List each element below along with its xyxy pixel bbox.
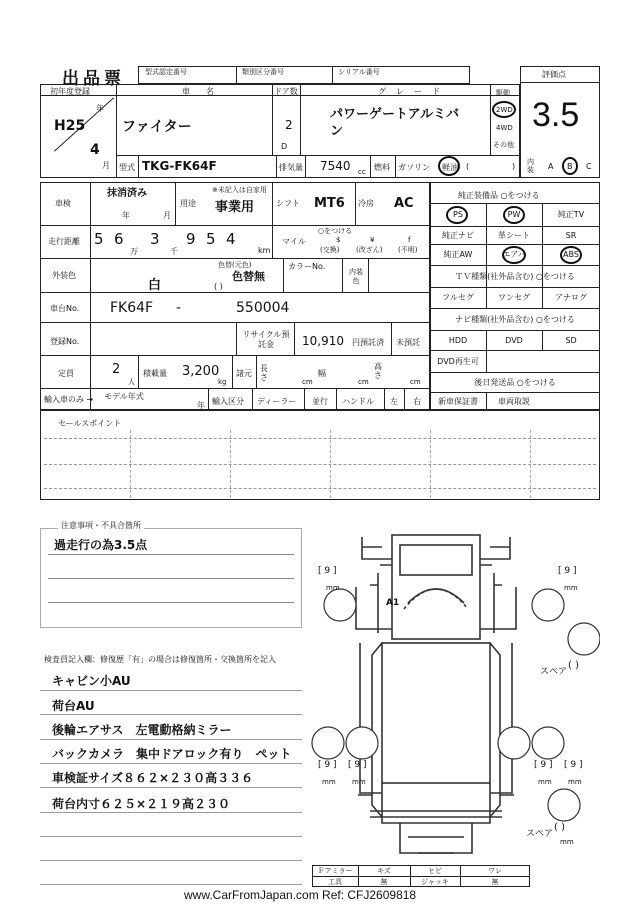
inspector-line-6: 荷台内寸６２５×２１９高２３０ <box>52 797 231 811</box>
page-title: 出品票 <box>62 69 125 89</box>
footer-watermark[interactable]: www.CarFromJapan.com Ref: CFJ2609818 <box>184 888 417 902</box>
inspector-line-4: バックカメラ 集中ドアロック有り ペット <box>52 747 292 761</box>
equip-aircon: エアバ <box>502 250 526 259</box>
tire-front-right: [ 9 ] <box>558 566 577 576</box>
chassis-number: 550004 <box>236 300 290 316</box>
first-reg-year: H25 <box>54 118 86 134</box>
mileage-digit: 4 <box>226 230 236 248</box>
equip-abs: ABS <box>563 250 579 259</box>
spare-bottom-label: スペア <box>526 829 554 839</box>
grade-value: パワーゲートアルミバン <box>330 107 460 139</box>
load-value: 3,200 <box>182 364 220 379</box>
usage-value: 事業用 <box>215 200 255 215</box>
inspector-line-2: 荷台AU <box>52 699 95 713</box>
equip-tv: 純正TV <box>557 210 585 219</box>
mileage-digit: 6 <box>114 230 124 248</box>
interior-b: B <box>567 162 573 171</box>
tire-front-left: [ 9 ] <box>318 566 337 576</box>
chassis-model: FK64F <box>110 300 154 316</box>
mileage-digit: 9 <box>186 230 196 248</box>
tire-rear-right-outer: [ 9 ] <box>564 760 583 770</box>
spare-top-label: スペア <box>540 667 568 677</box>
first-reg-label: 初年度登録 <box>50 87 90 96</box>
serial-label: シリアル番号 <box>338 68 380 76</box>
rating-label: 評価点 <box>542 70 566 79</box>
truck-diagram <box>300 525 600 865</box>
model-label: 型式 <box>119 163 135 172</box>
sales-point-box <box>40 410 600 500</box>
ac-value: AC <box>394 196 414 211</box>
mileage-digit: 5 <box>206 230 216 248</box>
model-value: TKG-FK64F <box>142 159 217 173</box>
fuel-diesel: 軽油 <box>442 163 458 172</box>
equip-ps: PS <box>453 210 463 219</box>
equip-sr: SR <box>565 230 577 240</box>
interior-b-circle <box>562 157 578 175</box>
inspector-line-3: 後輪エアサス 左電動格納ミラー <box>52 723 232 737</box>
capacity-value: 2 <box>112 362 121 377</box>
fuel-diesel-circle <box>438 156 460 176</box>
car-name-label: 車名 <box>182 87 230 96</box>
inspection-grid <box>40 182 430 410</box>
caution-line-1: 過走行の為3.5点 <box>54 538 148 552</box>
doors-label: ドア数 <box>274 87 298 96</box>
shaken-value: 抹消済み <box>107 188 147 199</box>
tire-rear-left-outer: [ 9 ] <box>318 760 337 770</box>
first-reg-month: 4 <box>90 142 100 158</box>
equip-leather: 革シート <box>498 230 530 240</box>
model-cert-label: 型式認定番号 <box>145 68 187 76</box>
tire-rear-right-inner: [ 9 ] <box>534 760 553 770</box>
ext-color-value: 白 <box>148 278 162 293</box>
mileage-digit: 3 <box>150 230 160 248</box>
displacement-value: 7540 <box>320 159 351 173</box>
inspector-line-1: キャビン小AU <box>52 674 131 688</box>
damage-mark-a1: A1 <box>386 598 400 608</box>
rating-score: 3.5 <box>532 96 580 134</box>
tire-rear-left-inner: [ 9 ] <box>348 760 367 770</box>
shift-value: MT6 <box>314 196 345 211</box>
repaint-value: 色替無 <box>232 270 265 283</box>
grade-label: グレード <box>378 87 450 96</box>
recycle-value: 10,910 <box>302 334 344 348</box>
header-id-box <box>138 66 470 84</box>
equip-pw: PW <box>507 210 521 219</box>
drive-2wd: 2WD <box>496 106 513 114</box>
equip-aw: 純正AW <box>443 250 473 259</box>
car-name: ファイター <box>122 119 192 135</box>
equip-nav: 純正ナビ <box>442 230 474 240</box>
inspector-line-5: 車検証サイズ８６２×２３０高３３６ <box>52 771 254 785</box>
doors-value: 2 <box>285 118 293 132</box>
drive-2wd-circle <box>492 101 516 118</box>
mileage-digit: 5 <box>94 230 104 248</box>
category-label: 類別区分番号 <box>242 68 284 76</box>
